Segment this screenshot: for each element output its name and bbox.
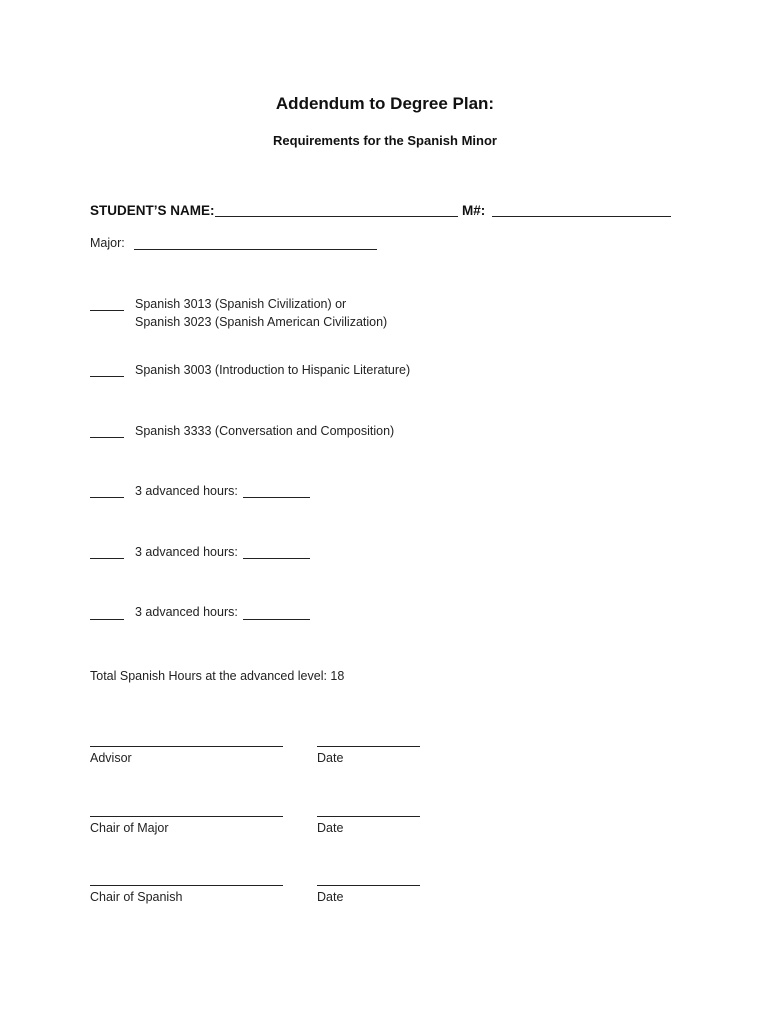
- chair-of-major-date-field[interactable]: [317, 816, 420, 817]
- requirement-label: Spanish 3013 (Spanish Civilization) or: [135, 297, 347, 311]
- student-name-label: STUDENT’S NAME:: [90, 203, 215, 218]
- requirement-label: Spanish 3003 (Introduction to Hispanic Literature): [135, 363, 411, 377]
- advanced-hours-label: 3 advanced hours:: [135, 605, 238, 619]
- total-hours-text: Total Spanish Hours at the advanced level: 18: [90, 669, 345, 683]
- chair-of-major-label: Chair of Major: [90, 821, 169, 835]
- advanced-hours-field[interactable]: [243, 497, 310, 498]
- document-subtitle: Requirements for the Spanish Minor: [273, 133, 497, 148]
- requirement-checkbox-line[interactable]: [90, 437, 124, 438]
- requirement-checkbox-line[interactable]: [90, 497, 124, 498]
- requirement-label: Spanish 3333 (Conversation and Composition): [135, 424, 395, 438]
- advisor-signature-field[interactable]: [90, 746, 283, 747]
- requirement-checkbox-line[interactable]: [90, 310, 124, 311]
- advanced-hours-field[interactable]: [243, 558, 310, 559]
- chair-of-major-signature-field[interactable]: [90, 816, 283, 817]
- major-label: Major:: [90, 236, 125, 250]
- chair-of-spanish-signature-field[interactable]: [90, 885, 283, 886]
- document-title: Addendum to Degree Plan:: [275, 94, 495, 113]
- chair-of-spanish-date-label: Date: [317, 890, 344, 904]
- major-field[interactable]: [134, 249, 377, 250]
- m-number-label: M#:: [462, 203, 486, 218]
- advisor-label: Advisor: [90, 751, 132, 765]
- m-number-field[interactable]: [492, 216, 671, 217]
- advanced-hours-label: 3 advanced hours:: [135, 484, 238, 498]
- chair-of-spanish-date-field[interactable]: [317, 885, 420, 886]
- requirement-checkbox-line[interactable]: [90, 376, 124, 377]
- advisor-date-field[interactable]: [317, 746, 420, 747]
- requirement-label-alt: Spanish 3023 (Spanish American Civilization): [135, 315, 388, 329]
- requirement-checkbox-line[interactable]: [90, 558, 124, 559]
- advanced-hours-label: 3 advanced hours:: [135, 545, 238, 559]
- chair-of-major-date-label: Date: [317, 821, 344, 835]
- requirement-checkbox-line[interactable]: [90, 619, 124, 620]
- student-name-field[interactable]: [215, 216, 458, 217]
- advisor-date-label: Date: [317, 751, 344, 765]
- chair-of-spanish-label: Chair of Spanish: [90, 890, 183, 904]
- advanced-hours-field[interactable]: [243, 619, 310, 620]
